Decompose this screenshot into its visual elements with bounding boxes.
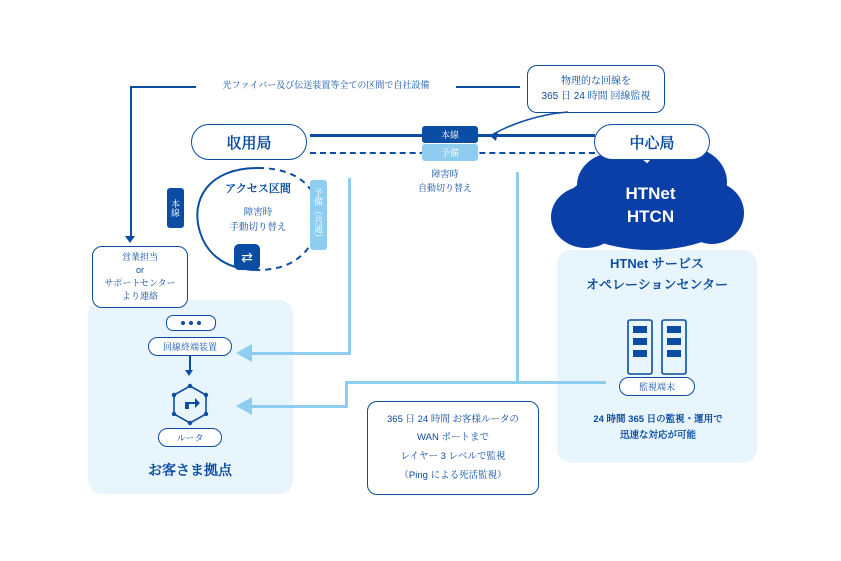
switch-icon: ⇄ [234,244,260,270]
station-right: 中心局 [594,124,710,160]
top-note-left-drop [130,86,132,238]
path-cloud-to-router-arrow-icon [236,394,258,420]
ping-monitor-line2: WAN ポートまで [417,432,489,444]
physical-line-monitor-line1: 物理的な回線を [561,75,631,87]
manual-switch-note-line2: 手動切り替え [229,222,287,234]
ping-monitor-line3: レイヤー 3 レベルで監視 [400,451,506,462]
contact-box-line2: or [135,264,144,275]
ping-monitor-box [367,401,539,495]
path-access-to-onu-arrow-icon [236,340,258,366]
ops-center-title-line2: オペレーションセンター [586,276,728,292]
contact-box-line3: サポートセンター [104,278,176,288]
cloud-label [563,183,738,229]
ops-center-title [562,254,752,296]
physical-line-monitor-line2: 365 日 24 時間 回線監視 [541,91,651,102]
auto-switch-note-line2: 自動切り替え [417,182,472,193]
ops-center-note-line1: 24 時間 365 日の監視・運用で [593,414,723,425]
router-icon [167,383,213,427]
trunk-main-label: 本線 [422,126,478,143]
path-access-to-onu-vertical [348,178,351,355]
path-to-ops-panel [516,381,606,384]
path-cloud-to-router-horizontal-upper [345,381,519,384]
path-cloud-to-router-horizontal-lower [252,405,348,408]
top-note-arrowhead-icon [125,236,135,243]
router-label: ルータ [158,428,222,447]
vertical-main-label: 本線 [167,188,184,228]
ops-center-title-line1: HTNet サービス [610,256,704,271]
contact-box-line1: 営業担当 [121,251,158,262]
ping-monitor-line4: （Ping による死活監視） [399,469,507,481]
contact-box [92,246,188,308]
monitoring-terminal-icon [620,318,694,376]
customer-site-title: お客さま拠点 [148,462,232,478]
auto-switch-note-line1: 障害時 [431,169,459,179]
monitoring-terminal-label: 監視端末 [619,377,695,396]
auto-switch-note [390,168,500,195]
manual-switch-note-line1: 障害時 [243,207,273,218]
ops-center-note [567,412,749,444]
onu-router-arrow-icon [185,370,193,376]
ping-monitor-line1: 365 日 24 時間 お客様ルータの [387,413,519,425]
top-note-text: 光ファイバー及び伝送装置等全ての区間で自社設備 [196,78,456,91]
physical-line-monitor-box [527,65,665,113]
path-access-to-onu-horizontal [252,352,351,355]
path-cloud-to-router-drop [345,381,348,408]
contact-box-line4: より連絡 [121,291,158,302]
cloud-label-line2: HTCN [626,206,675,226]
manual-switch-note [198,205,318,235]
onu-label: 回線終端装置 [148,337,232,356]
cloud-label-line1: HTNet [625,184,676,203]
onu-device-icon [166,315,216,331]
ops-center-note-line2: 迅速な対応が可能 [619,430,696,442]
station-left: 収用局 [191,124,307,160]
access-section-title: アクセス区間 [225,183,291,195]
path-cloud-to-router-vertical [516,172,519,384]
vertical-backup-label: 予備（共通） [310,180,327,250]
trunk-backup-label: 予備 [422,144,478,161]
